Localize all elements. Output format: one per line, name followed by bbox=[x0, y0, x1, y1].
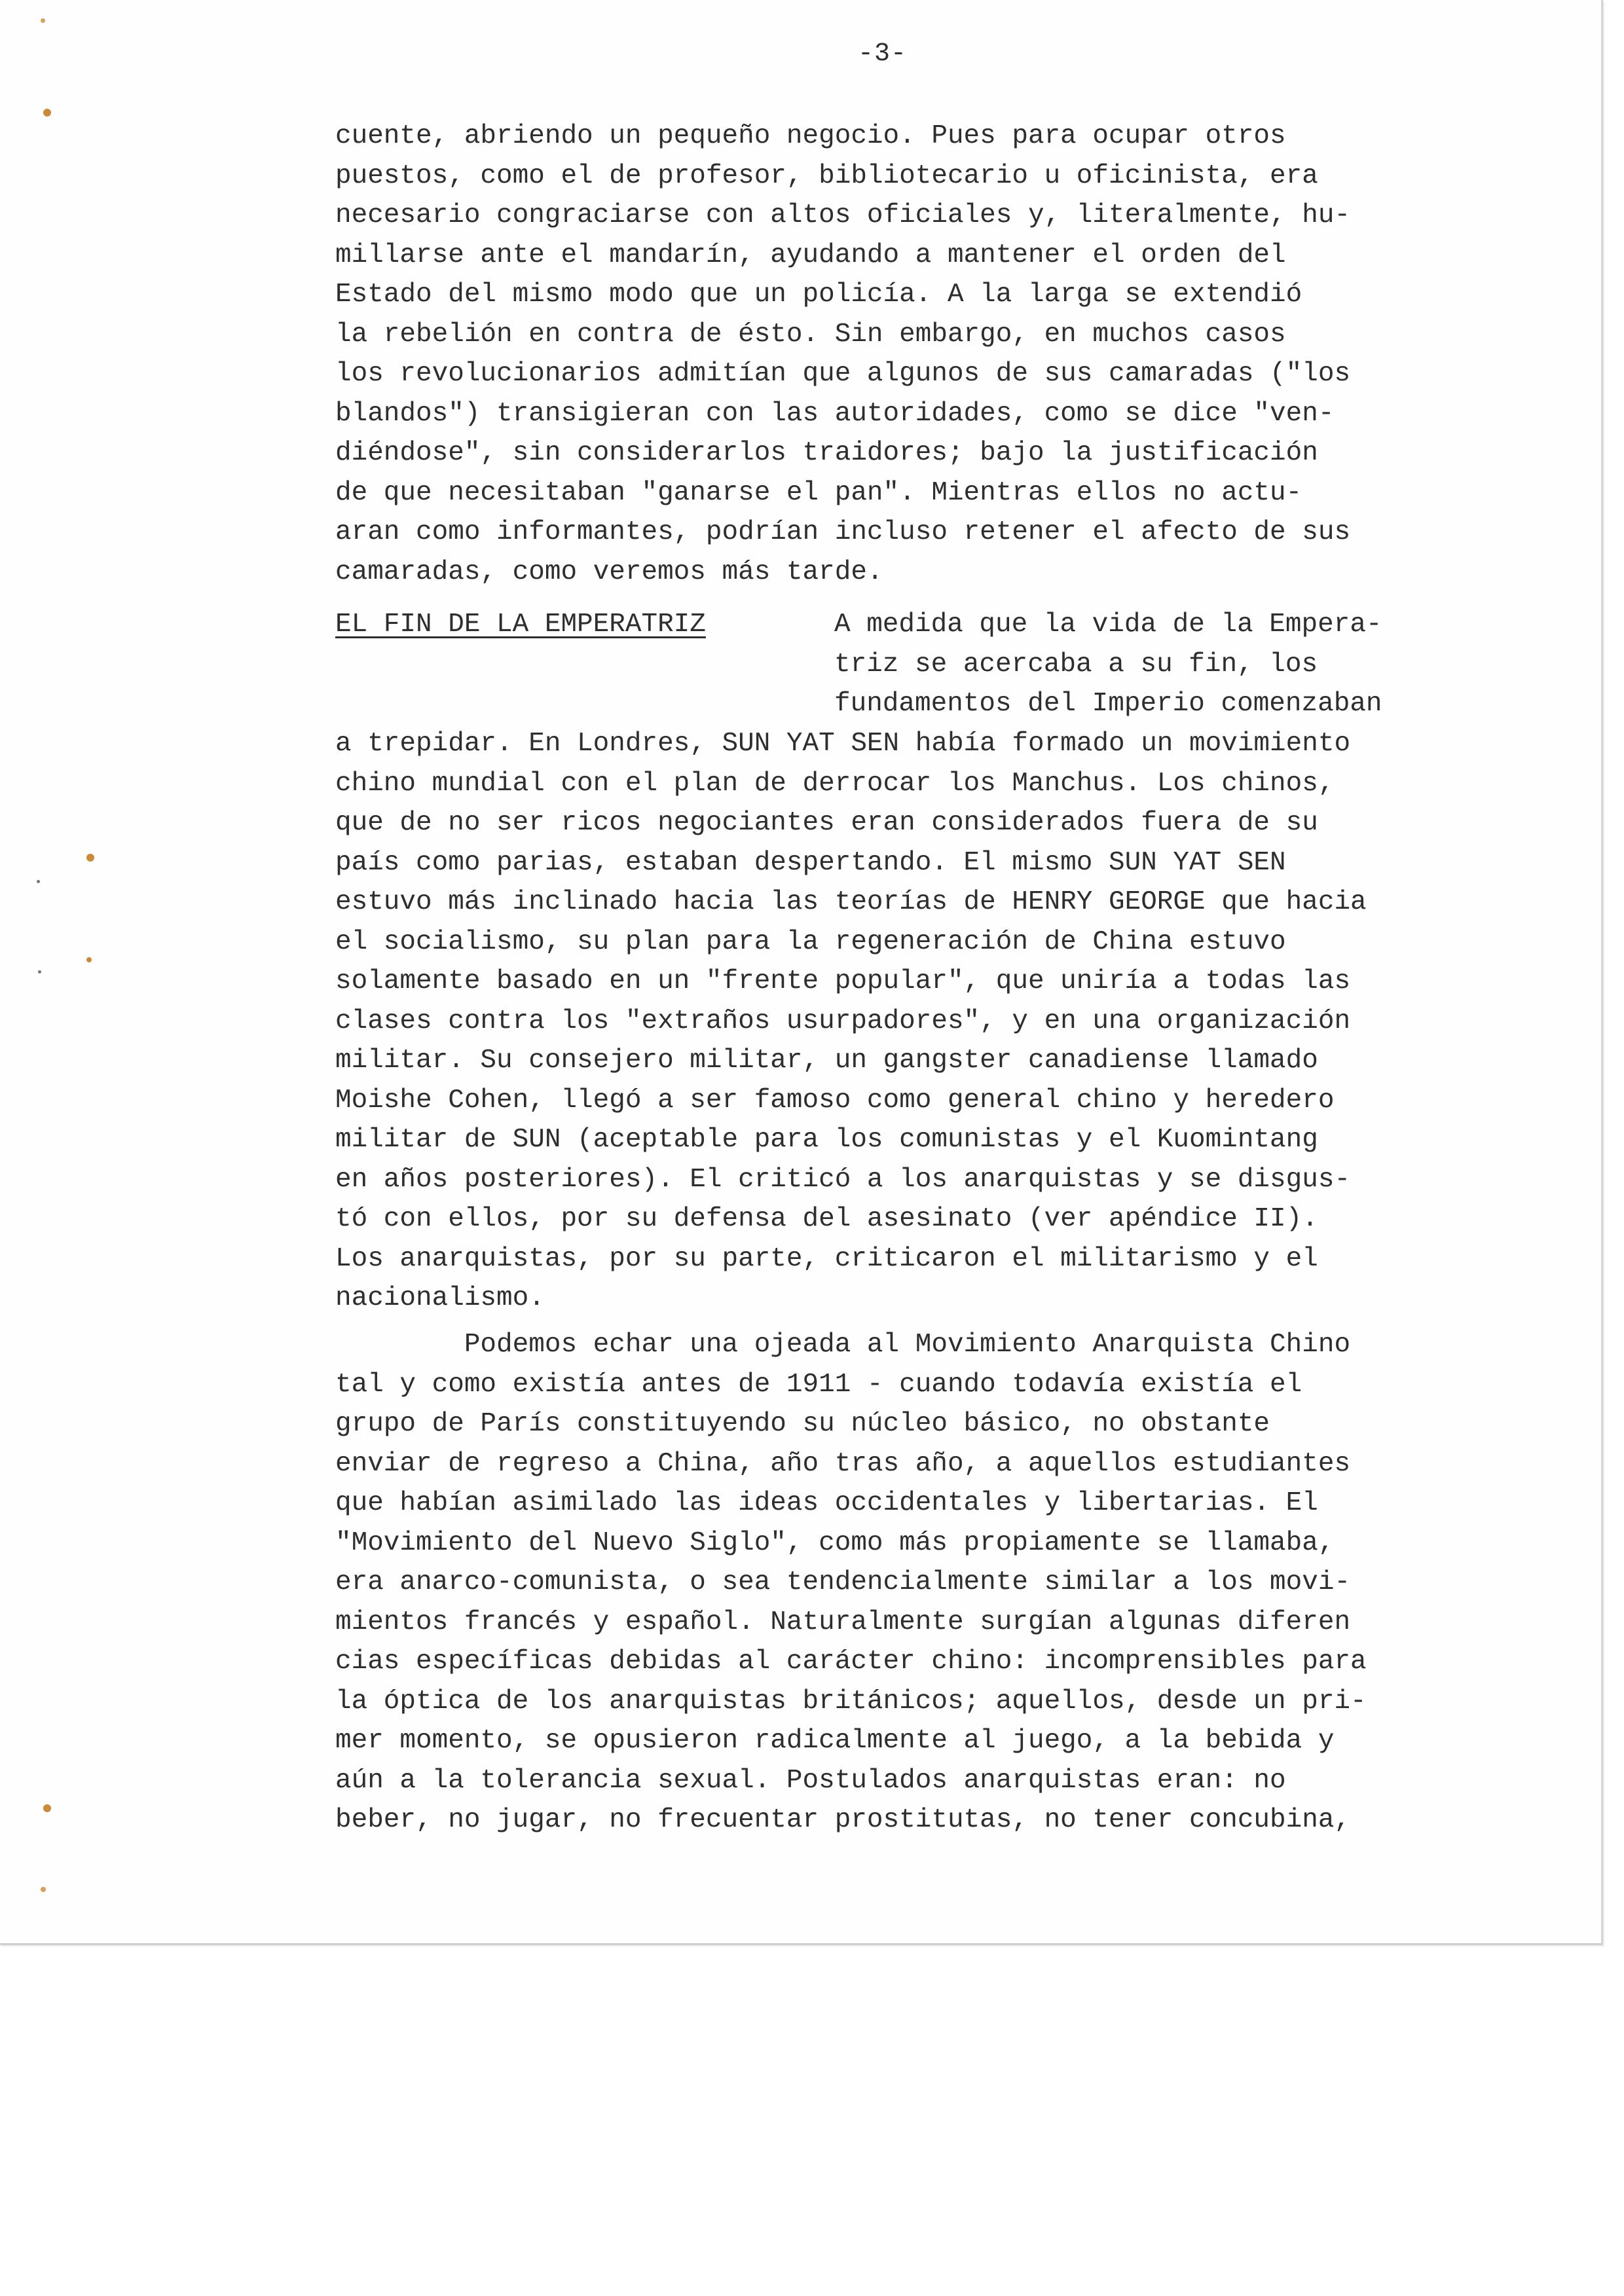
punch-mark bbox=[38, 970, 41, 974]
paragraph-continuation: cuente, abriendo un pequeño negocio. Pues para ocupar otros puestos, como el de profesor, bibliotecario u oficinista, era necesario congraciarse con altos oficiales y, literalmente, hu- millarse ante el mandarín, ayudando a mantener el orden del Estado del mismo modo que un policía. A la larga se extendió la rebelión en contra de ésto. Sin embargo, en muchos casos los revolucionarios admitían que algunos de sus camaradas ("los blandos") transigieran con las autoridades, como se dice "ven- diéndose", sin considerarlos traidores; bajo la justificación de que necesitaban "ganarse el pan". Mientras ellos no actu- aran como informantes, podrían incluso retener el afecto de sus camaradas, como veremos más tarde. bbox=[335, 121, 1351, 587]
punch-mark bbox=[43, 1804, 51, 1812]
punch-mark bbox=[41, 18, 45, 23]
paragraph-movement: Podemos echar una ojeada al Movimiento Anarquista Chino tal y como existía antes de 1911 - cuando todavía existía el grupo de París constituyendo su núcleo básico, no obstante enviar de regreso a China, año tras año, a aquellos estudiantes que habían asimilado las ideas occidentales y libertarias. El "Movimiento del Nuevo Siglo", como más propiamente se llamaba, era anarco-comunista, o sea tendencialmente similar a los movi- mientos francés y español. Naturalmente surgían algunas diferen cias específicas debidas al carácter chino: incomprensibles para la óptica de los anarquistas británicos; aquellos, desde un pri- mer momento, se opusieron radicalmente al juego, a la bebida y aún a la tolerancia sexual. Postulados anarquistas eran: no beber, no jugar, no frecuentar prostitutas, no tener concubina, bbox=[335, 1330, 1367, 1835]
section-intro-text: A medida que la vida de la Empera- triz se acercaba a su fin, los fundamentos del Imperio comenzaban bbox=[834, 610, 1382, 719]
section-heading-row bbox=[335, 605, 1488, 729]
section-body-paragraph: a trepidar. En Londres, SUN YAT SEN había formado un movimiento chino mundial con el plan de derrocar los Manchus. Los chinos, que de no ser ricos negociantes eran considerados fuera de su país como parias, estaban despertando. El mismo SUN YAT SEN estuvo más inclinado hacia las teorías de HENRY GEORGE que hacia el socialismo, su plan para la regeneración de China estuvo solamente basado en un "frente popular", que uniría a todas las clases contra los "extraños usurpadores", y en una organización militar. Su consejero militar, un gangster canadiense llamado Moishe Cohen, llegó a ser famoso como general chino y heredero militar de SUN (aceptable para los comunistas y el Kuomintang en años posteriores). El criticó a los anarquistas y se disgus- tó con ellos, por su defensa del asesinato (ver apéndice II). Los anarquistas, por su parte, criticaron el militarismo y el nacionalismo. bbox=[335, 729, 1367, 1313]
punch-mark bbox=[86, 957, 92, 962]
punch-mark bbox=[37, 880, 40, 883]
punch-mark bbox=[41, 1887, 46, 1892]
section-heading: EL FIN DE LA EMPERATRIZ bbox=[335, 610, 706, 640]
page-number: -3- bbox=[858, 39, 908, 69]
punch-mark bbox=[43, 109, 51, 117]
punch-mark bbox=[86, 854, 94, 862]
